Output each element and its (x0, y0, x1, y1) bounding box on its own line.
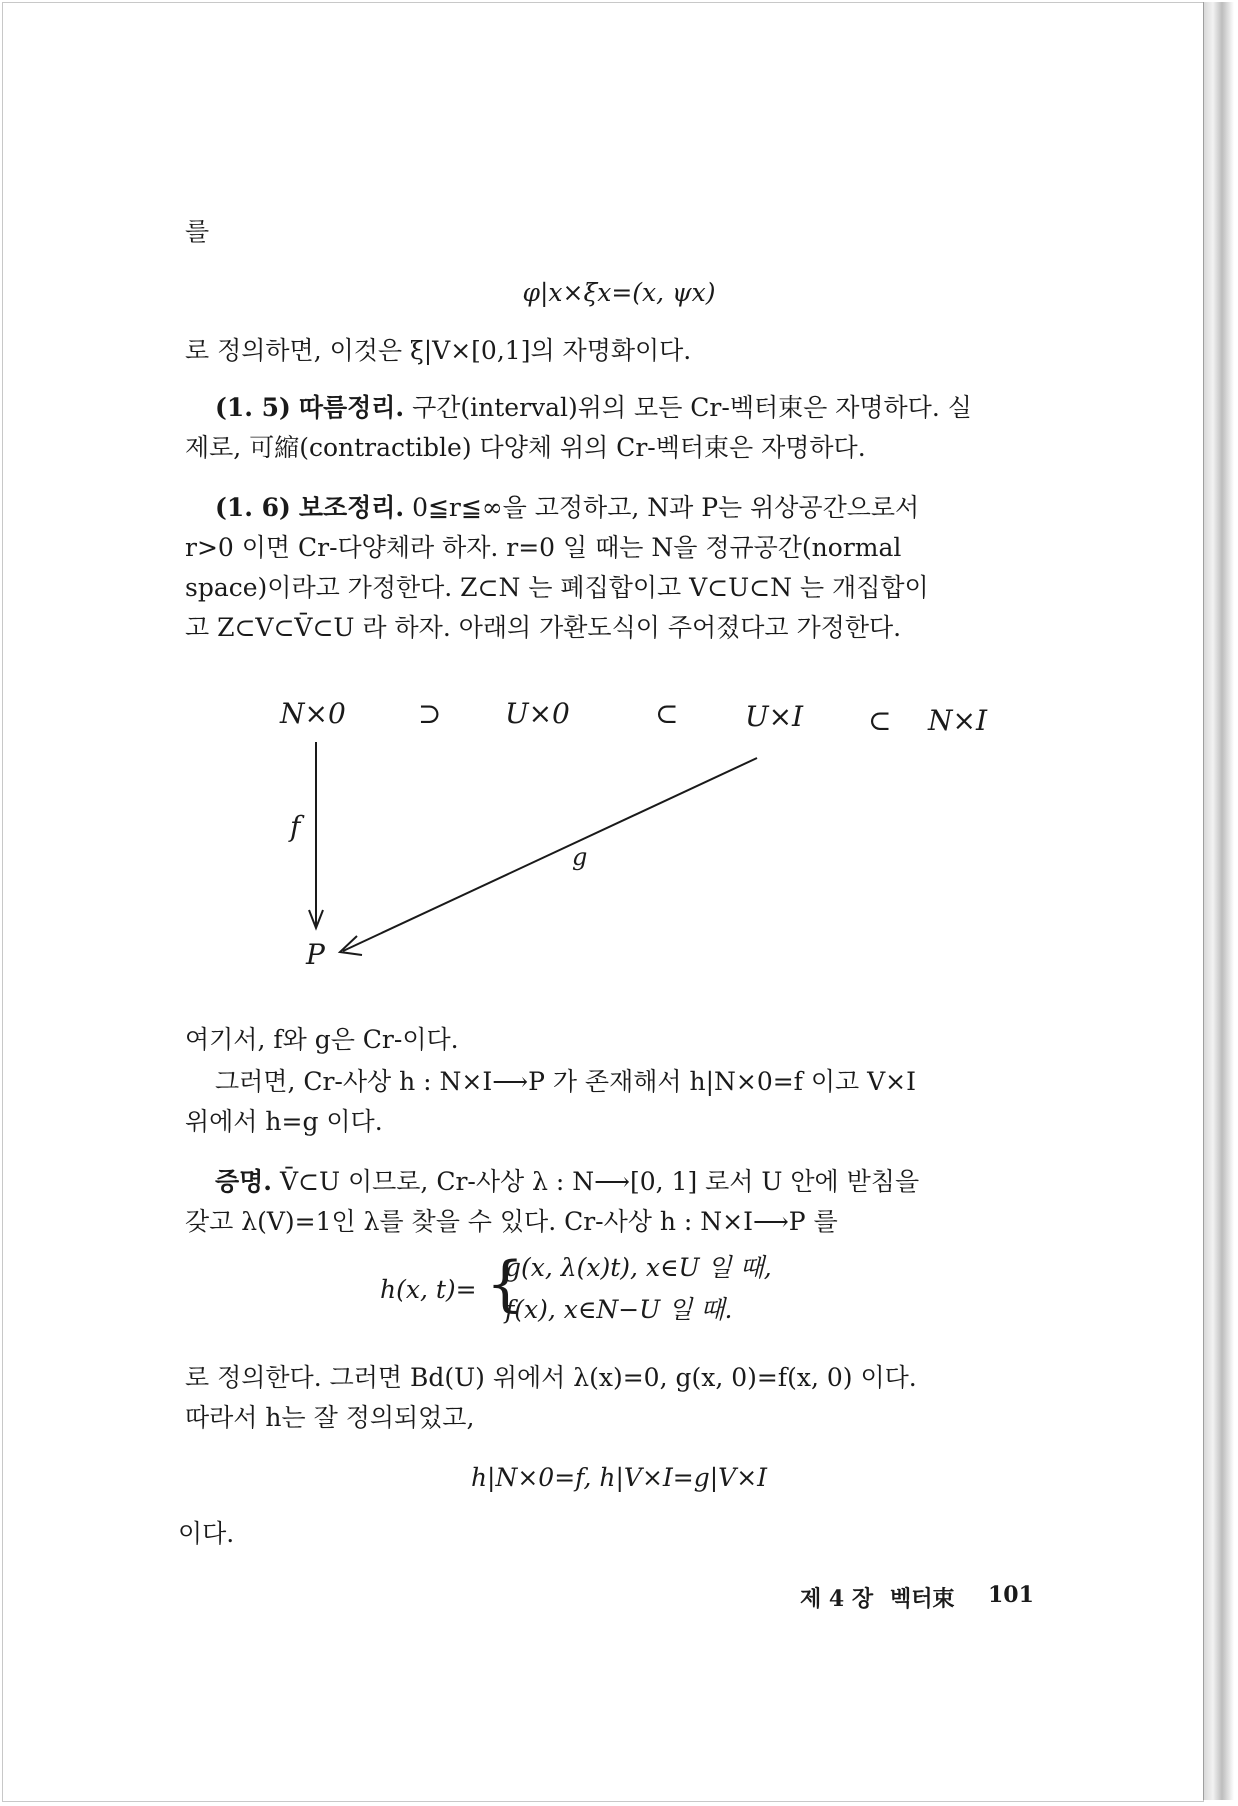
piecewise-case-2: f(x), x∈N−U 일 때. (505, 1295, 733, 1324)
proof-line-5: 이다. (178, 1519, 235, 1548)
proof-title: 증명. (215, 1167, 273, 1196)
diagram-n-times-0: N×0 (280, 697, 346, 730)
diagram-p: P (306, 938, 325, 971)
diagram-u-times-0: U×0 (505, 697, 570, 730)
lemma-title: 보조정리. (298, 493, 405, 522)
piecewise-brace: { (486, 1249, 525, 1319)
diagram-subset-2: ⊂ (868, 704, 892, 737)
corollary-text-1: 구간(interval)위의 모든 Cr-벡터束은 자명하다. 실 (412, 393, 972, 422)
proof-text-1: V̄⊂U 이므로, Cr-사상 λ : N⟶[0, 1] 로서 U 안에 받침을 (279, 1167, 920, 1196)
lemma-number: (1. 6) (215, 493, 291, 522)
arrow-g (340, 758, 757, 955)
diagram-subset-1: ⊂ (655, 697, 679, 730)
lemma-text-1: 0≦r≦∞을 고정하고, N과 P는 위상공간으로서 (412, 493, 920, 522)
final-equation: h|N×0=f, h|V×I=g|V×I (470, 1463, 768, 1492)
lemma-line-3: space)이라고 가정한다. Z⊂N 는 폐집합이고 V⊂U⊂N 는 개집합이 (185, 573, 929, 602)
lemma-line-2: r>0 이면 Cr-다양체라 하자. r=0 일 때는 N을 정규공간(normal (185, 533, 902, 562)
corollary-title: 따름정리. (298, 393, 405, 422)
piecewise-case-1: g(x, λ(x)t), x∈U 일 때, (505, 1253, 772, 1282)
equation-trivialization: φ|x×ξx=(x, ψx) (522, 278, 716, 307)
after-diagram-line-3: 위에서 h=g 이다. (185, 1107, 383, 1136)
arrow-f (309, 742, 323, 928)
after-diagram-line-1: 여기서, f와 g은 Cr-이다. (185, 1025, 459, 1054)
corollary-number: (1. 5) (215, 393, 291, 422)
diagram-g-label: g (572, 843, 588, 871)
top-fragment: 를 (185, 217, 210, 246)
diagram-u-times-i: U×I (745, 700, 804, 733)
corollary-line-2: 제로, 可縮(contractible) 다양체 위의 Cr-벡터束은 자명하다. (185, 433, 866, 462)
page-number: 101 (988, 1582, 1034, 1608)
definition-line: 로 정의하면, 이것은 ξ|V×[0,1]의 자명화이다. (185, 336, 692, 365)
after-diagram-line-2: 그러면, Cr-사상 h : N×I⟶P 가 존재해서 h|N×0=f 이고 V×I (215, 1067, 917, 1096)
lemma-line-4: 고 Z⊂V⊂V̄⊂U 라 하자. 아래의 가환도식이 주어졌다고 가정한다. (185, 613, 902, 642)
proof-line-2: 갖고 λ(V)=1인 λ를 찾을 수 있다. Cr-사상 h : N×I⟶P 를 (185, 1207, 838, 1236)
piecewise-lhs: h(x, t)= (380, 1275, 477, 1304)
diagram-f-label: f (290, 810, 301, 843)
footer-title: 벡터束 (890, 1586, 955, 1612)
diagram-supset: ⊃ (418, 697, 442, 730)
proof-line-3: 로 정의한다. 그러면 Bd(U) 위에서 λ(x)=0, g(x, 0)=f(x, 0) 이다. (185, 1363, 917, 1392)
diagram-n-times-i: N×I (928, 704, 988, 737)
footer-chapter: 제 4 장 (800, 1586, 874, 1612)
proof-line-4: 따라서 h는 잘 정의되었고, (185, 1403, 475, 1432)
proof-line-1 (215, 1164, 919, 1200)
